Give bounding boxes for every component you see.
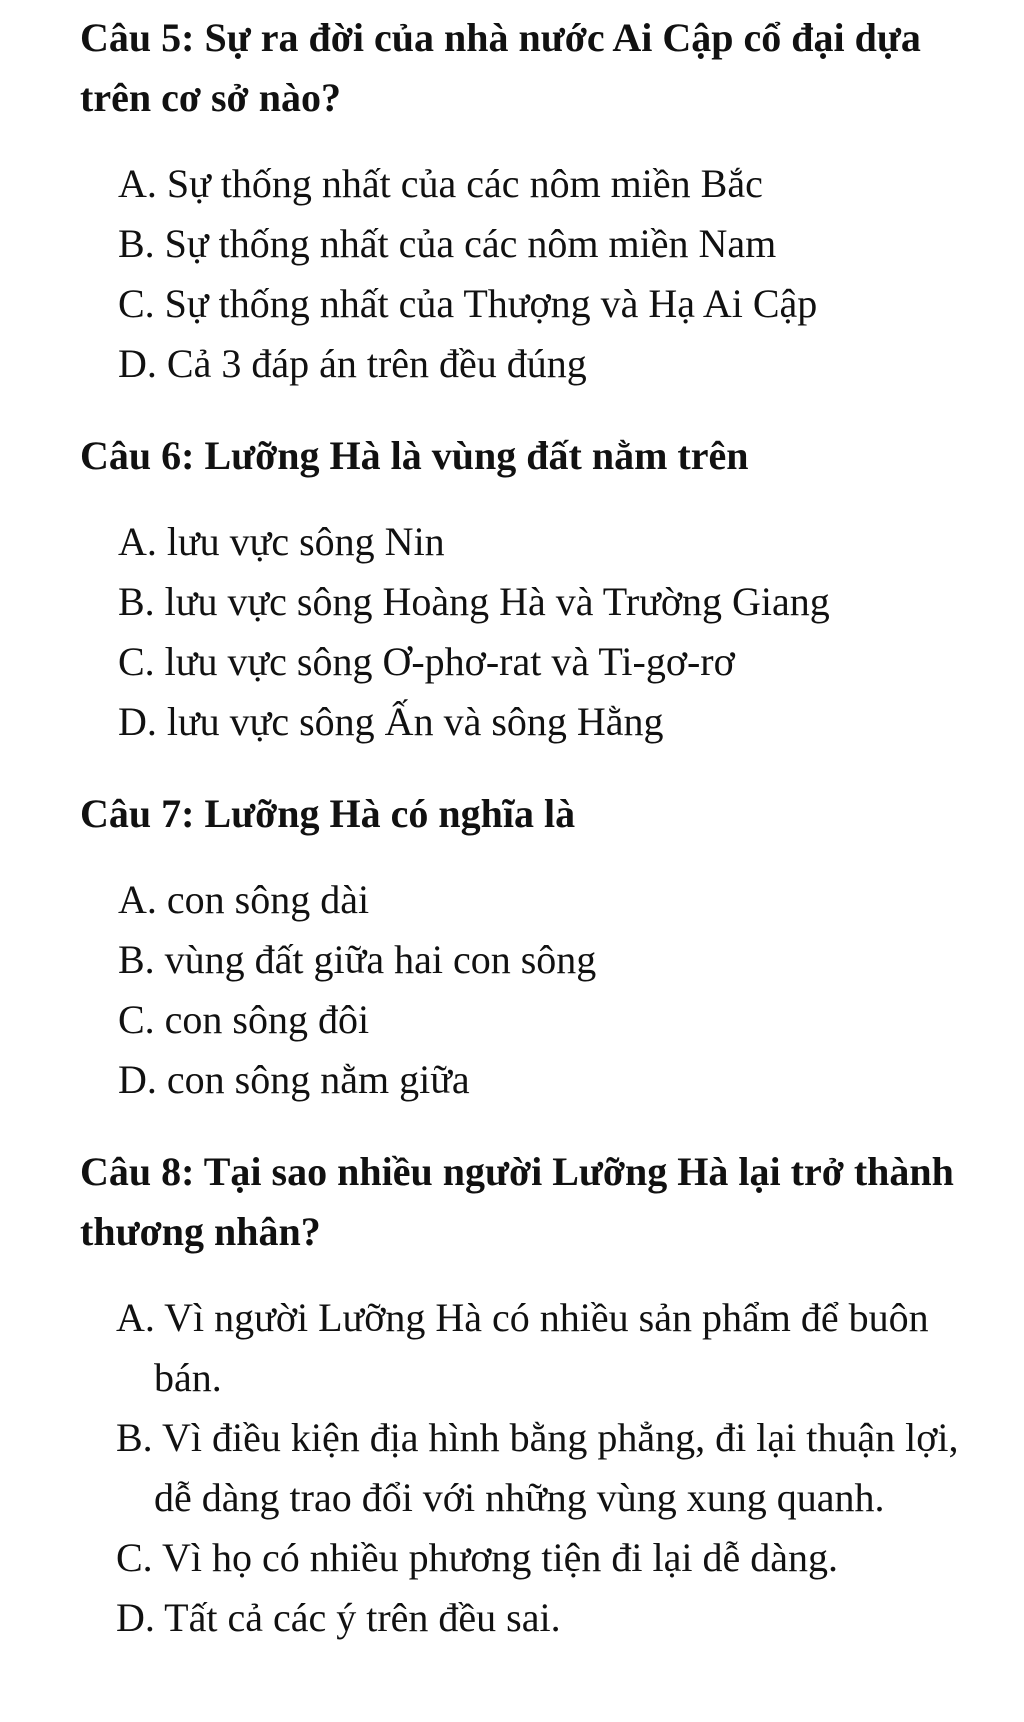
question-7-option-a: A. con sông dài [118,877,370,922]
question-5-title: Câu 5: Sự ra đời của nhà nước Ai Cập cổ đại dựa trên cơ sở nào? [80,15,921,120]
question-5-option-c: C. Sự thống nhất của Thượng và Hạ Ai Cập [118,281,818,326]
question-6-option-a: A. lưu vực sông Nin [118,519,445,564]
question-6-option-b: B. lưu vực sông Hoàng Hà và Trường Giang [118,579,830,624]
question-8-option-a: A. Vì người Lưỡng Hà có nhiều sản phẩm để buôn bán. [116,1295,929,1400]
question-8-option-d: D. Tất cả các ý trên đều sai. [116,1595,561,1640]
question-6-option-d: D. lưu vực sông Ấn và sông Hằng [118,699,664,744]
question-5-option-d: D. Cả 3 đáp án trên đều đúng [118,341,587,386]
question-6-option-c: C. lưu vực sông Ơ-phơ-rat và Ti-gơ-rơ [118,639,735,684]
question-5-options [80,154,980,394]
question-8-option-b: B. Vì điều kiện địa hình bằng phẳng, đi lại thuận lợi, dễ dàng trao đổi với những vùng xung quanh. [116,1415,959,1520]
question-7-options [80,870,980,1110]
question-8-options [80,1288,980,1648]
question-7-title: Câu 7: Lưỡng Hà có nghĩa là [80,791,576,836]
question-7-option-c: C. con sông đôi [118,997,370,1042]
question-6-options [80,512,980,752]
question-8-option-c: C. Vì họ có nhiều phương tiện đi lại dễ dàng. [116,1535,838,1580]
question-6 [80,426,980,752]
question-5-option-a: A. Sự thống nhất của các nôm miền Bắc [118,161,763,206]
question-5 [80,8,980,394]
question-7 [80,784,980,1110]
question-7-option-b: B. vùng đất giữa hai con sông [118,937,597,982]
question-6-title: Câu 6: Lưỡng Hà là vùng đất nằm trên [80,433,749,478]
question-8-title: Câu 8: Tại sao nhiều người Lưỡng Hà lại trở thành thương nhân? [80,1149,954,1254]
question-8 [80,1142,980,1648]
question-7-option-d: D. con sông nằm giữa [118,1057,470,1102]
question-5-option-b: B. Sự thống nhất của các nôm miền Nam [118,221,777,266]
